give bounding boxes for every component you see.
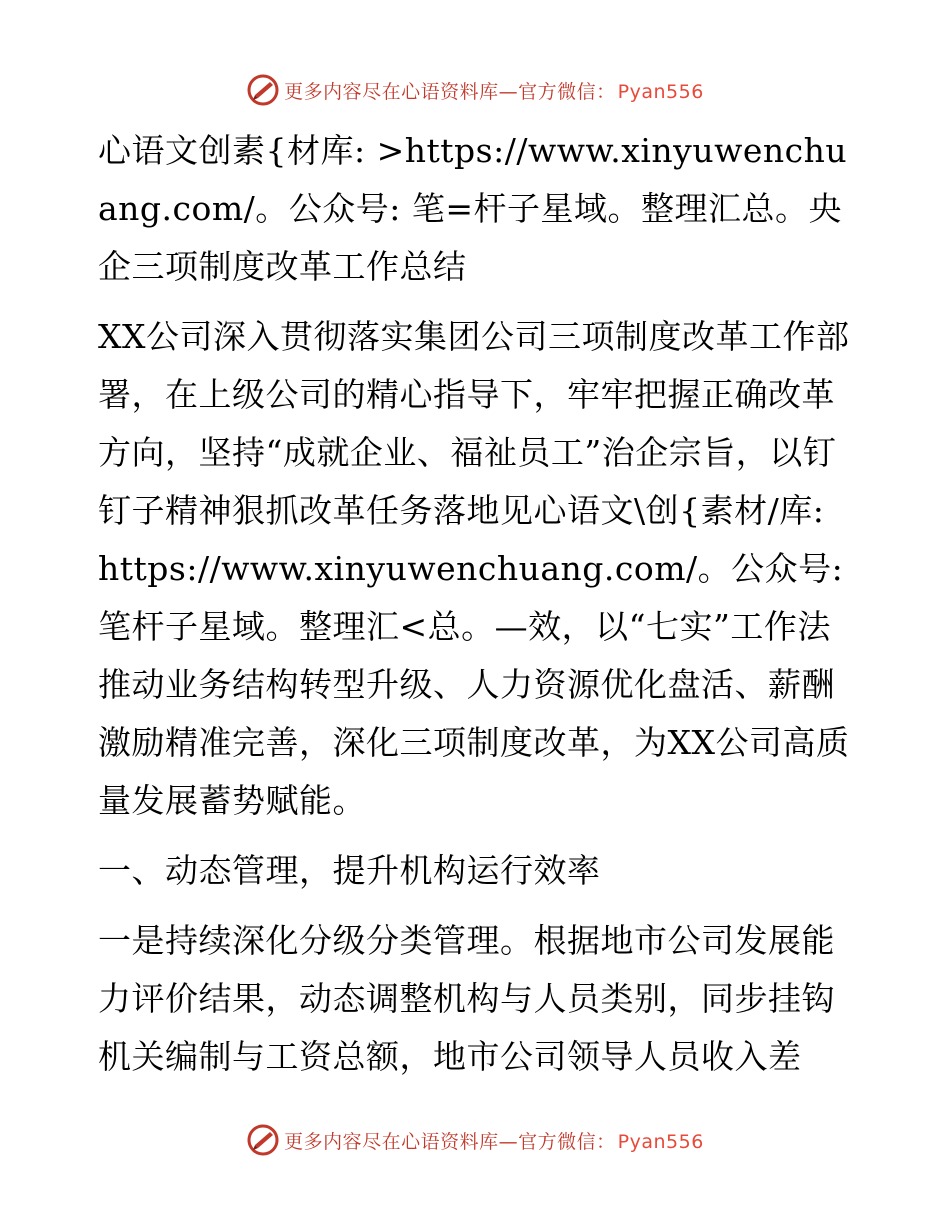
paragraph-3: 一是持续深化分级分类管理。根据地市公司发展能力评价结果，动态调整机构与人员类别，同步挂钩机关编制与工资总额，地市公司领导人员收入差 [98, 921, 835, 1076]
paragraph-2: XX公司深入贯彻落实集团公司三项制度改革工作部署，在上级公司的精心指导下，牢牢把握正确改革方向，坚持“成就企业、福祉员工”治企宗旨，以钉钉子精神狠抓改革任务落地见心语文\创{素材/库: https://www.xinyuwenchuang.com/。公众号: 笔杆子星域。整理汇<总。—效，以“七实”工作法推动业务结构转型升级、人力资源优化盘活、薪酬激励精准完善，深化三项制度改革，为XX公司高质量发展蓄势赋能。 [98, 317, 850, 820]
document-body [98, 122, 850, 1086]
header-banner [0, 70, 950, 110]
footer-banner [0, 1120, 950, 1160]
pen-logo-icon [246, 1123, 280, 1157]
banner-text [284, 77, 704, 104]
banner-brand: Pyan556 [617, 80, 704, 103]
section-heading: 一、动态管理，提升机构运行效率 [98, 851, 601, 890]
banner-text [284, 1127, 704, 1154]
banner-brand: Pyan556 [617, 1130, 704, 1153]
banner-label: 更多内容尽在心语资料库—官方微信： [284, 80, 616, 103]
banner-label: 更多内容尽在心语资料库—官方微信： [284, 1130, 616, 1153]
pen-logo-icon [246, 73, 280, 107]
paragraph-1: 心语文创素{材库: >https://www.xinyuwenchuang.com/。公众号: 笔=杆子星域。整理汇总。央企三项制度改革工作总结 [98, 131, 848, 286]
